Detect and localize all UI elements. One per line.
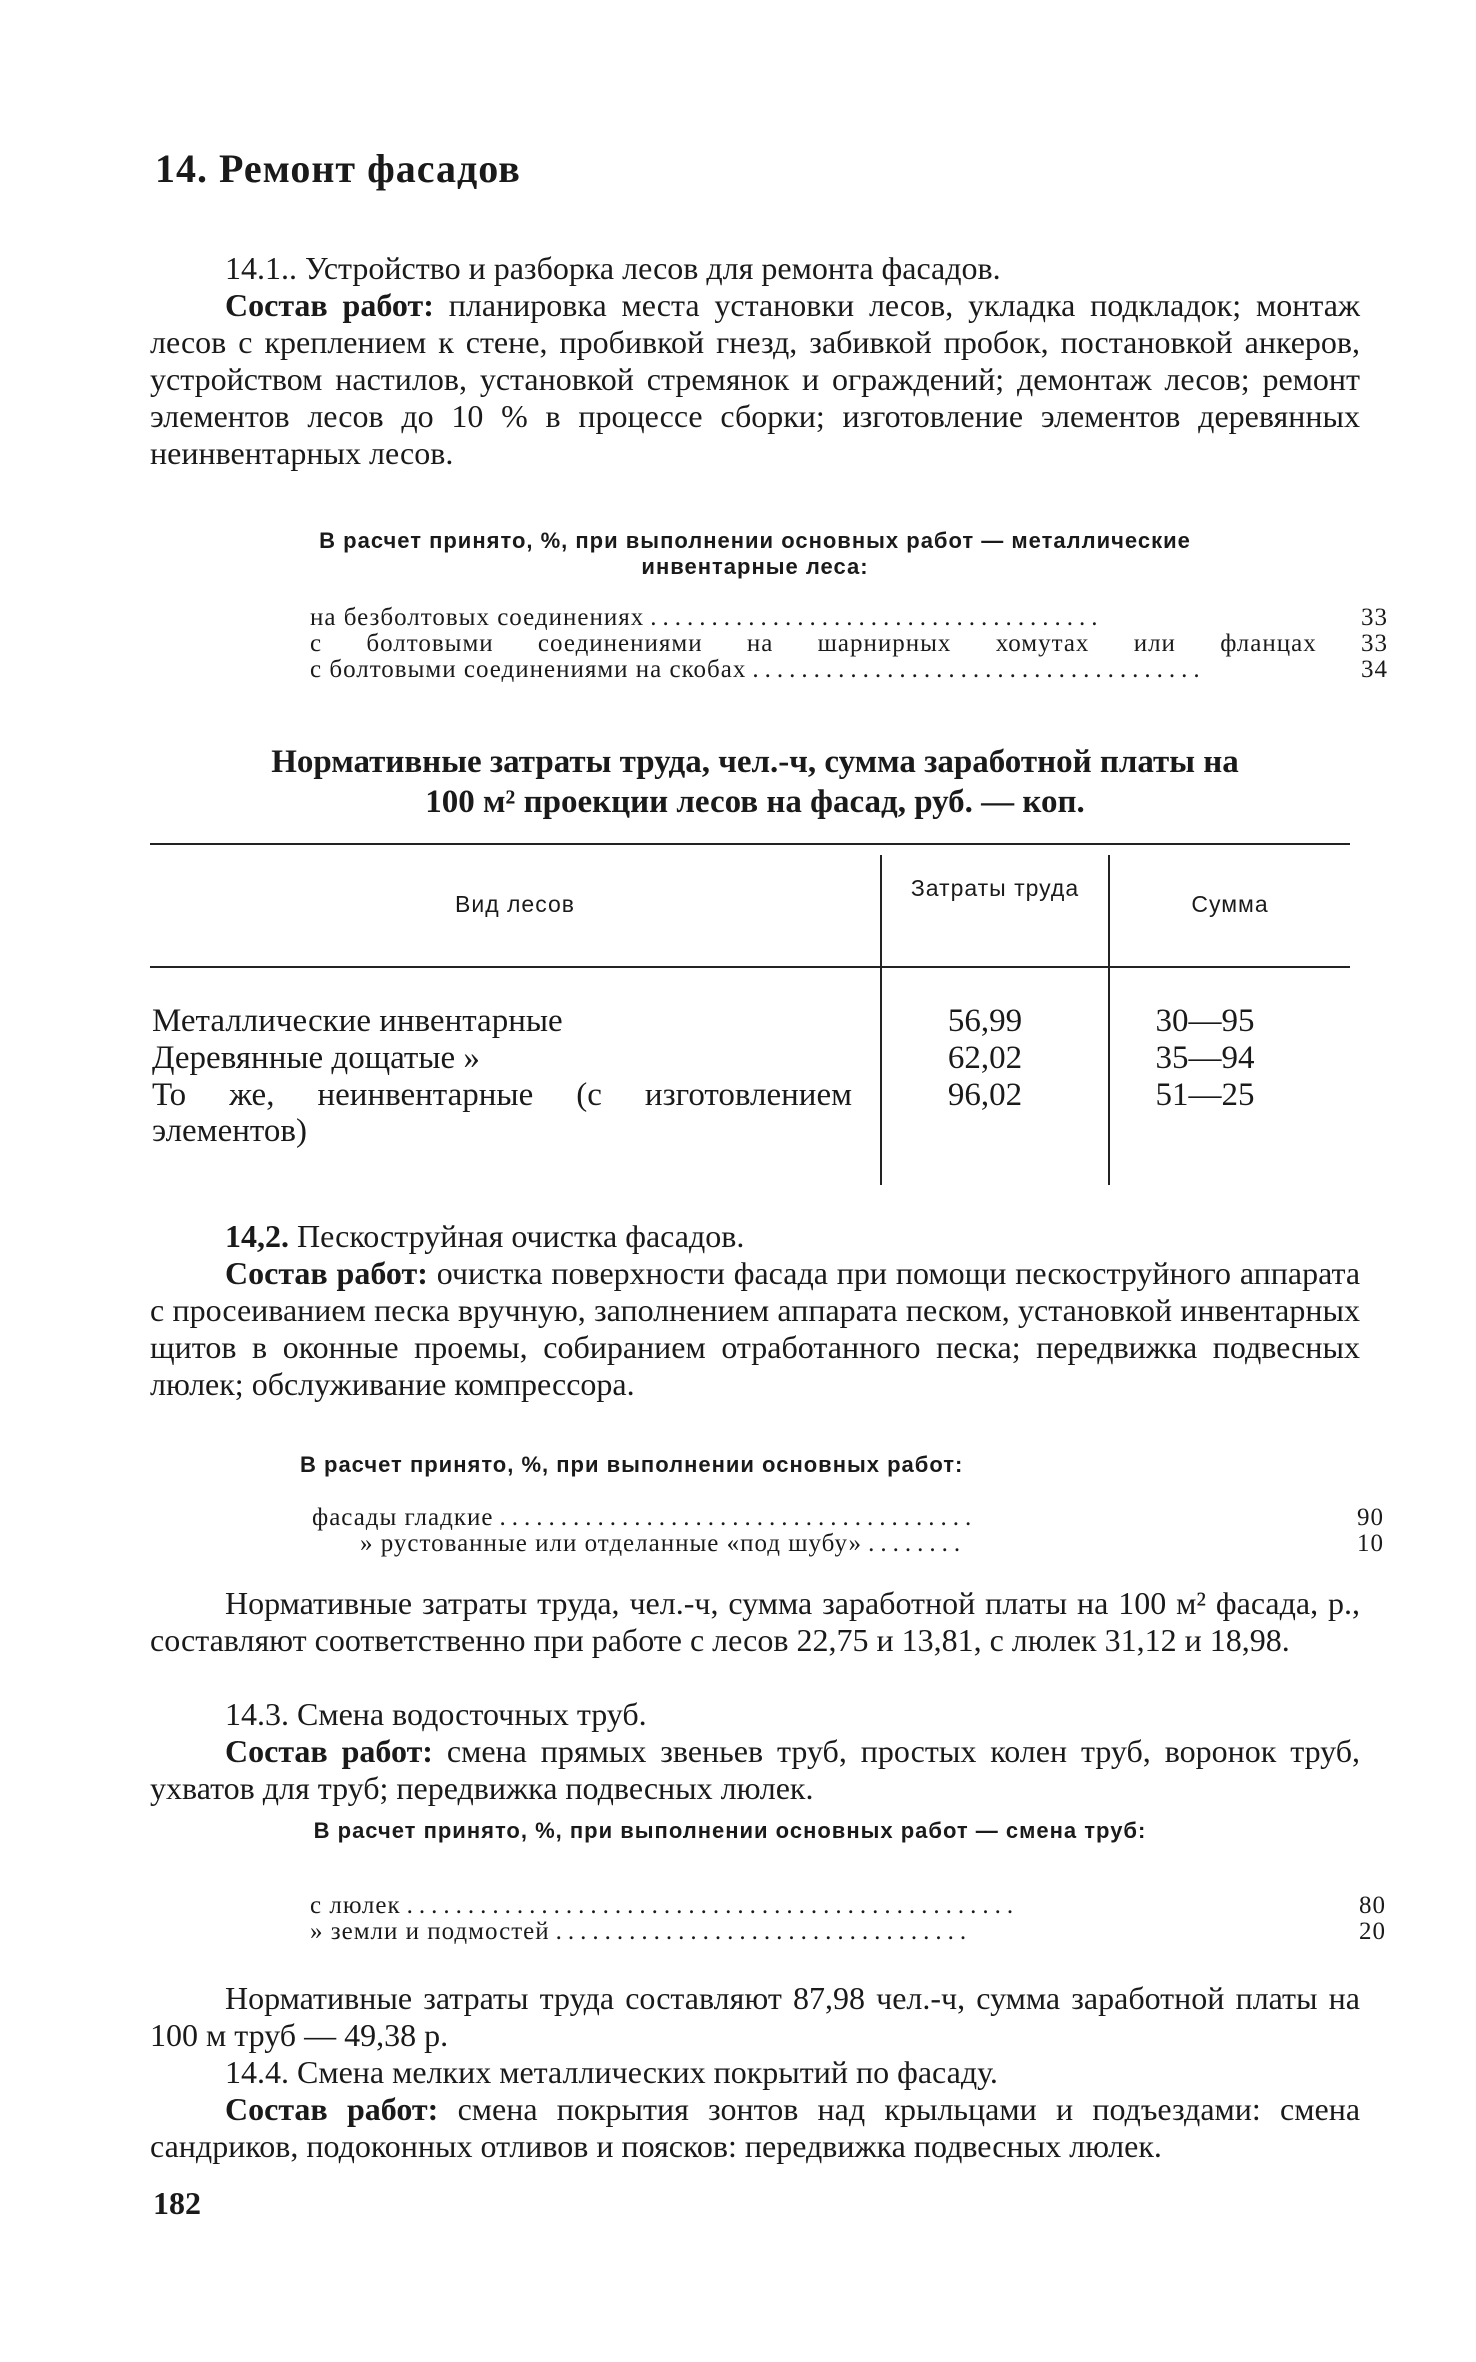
list-item-label: » земли и подмостей <box>310 1918 550 1945</box>
s142-heading-text: Пескоструйная очистка фасадов. <box>297 1218 745 1254</box>
section-title: 14. Ремонт фасадов <box>155 146 521 191</box>
s144-composition-text: смена покрытия зонтов над крыльцами и подъездами: смена сандриков, подоконных отливов и поясков: передвижка подвесных люлек. <box>150 2091 1361 2164</box>
s144-heading: 14.4. Смена мелких металлических покрытий по фасаду. <box>225 2054 998 2090</box>
s142-composition-text: очистка поверхности фасада при помощи пескоструйного аппарата с просеиванием песка вручную, заполнением аппарата песком, установкой инвентарных щитов в оконные проемы, собиранием отработанного песка; передвижка подвесных люлек; обслуживание компрессора. <box>150 1255 1361 1402</box>
list-item: на безболтовых соединениях ..................................... 33 <box>310 604 1388 631</box>
list-item: с люлек .................................................. 80 <box>310 1892 1386 1919</box>
s141-composition-text: планировка места установки лесов, укладка подкладок; монтаж лесов с креплением к стене, пробивкой гнезд, забивкой пробок, постановкой анкеров, устройством настилов, установкой стремянок и ограждений; демонтаж лесов; ремонт элементов лесов до 10 % в процессе сборки; изготовление элементов деревянных неинвентарных лесов. <box>150 287 1361 471</box>
s143-list <box>310 1893 1386 1945</box>
s142-norm <box>150 1585 1360 1659</box>
s143-heading-para <box>150 1696 1360 1733</box>
labor-table <box>150 843 1350 1183</box>
table-cell-labor: 96,02 <box>947 1077 1023 1113</box>
list-item-label: с болтовыми соединениями на скобах <box>310 656 747 683</box>
s141-composition-label: Состав работ: <box>225 287 434 323</box>
list-item-value: 34 <box>1361 656 1388 683</box>
s143-heading: 14.3. Смена водосточных труб. <box>225 1696 647 1732</box>
s141-note: В расчет принято, %, при выполнении основных работ — металлические инвентарные леса: <box>319 528 1191 579</box>
s141-heading: 14.1.. Устройство и разборка лесов для ремонта фасадов. <box>225 250 1001 286</box>
list-item-value: 10 <box>1357 1530 1384 1557</box>
table-cell-sum: 35—94 <box>1155 1040 1255 1076</box>
list-item-label: с люлек <box>310 1892 401 1919</box>
s142-heading-num: 14,2. <box>225 1218 289 1254</box>
table-col-divider <box>880 855 882 1185</box>
s142-note: В расчет принято, %, при выполнении основных работ: <box>300 1452 964 1477</box>
s143-composition-text: смена прямых звеньев труб, простых колен труб, воронок труб, ухватов для труб; передвижка подвесных люлек. <box>150 1733 1361 1806</box>
table-top-rule <box>150 843 1350 845</box>
table-caption-line2: 100 м² проекции лесов на фасад, руб. — коп. <box>425 784 1085 820</box>
page <box>150 0 1389 2362</box>
table-header-kind: Вид лесов <box>455 891 575 917</box>
table-caption <box>150 742 1360 822</box>
s142-list <box>312 1505 1384 1557</box>
list-item <box>310 631 1388 657</box>
s143-norm <box>150 1980 1360 2054</box>
list-item-value: 33 <box>1361 604 1388 631</box>
list-item-value: 80 <box>1359 1892 1386 1919</box>
s142-composition <box>150 1255 1360 1403</box>
s142-heading-para <box>150 1218 1360 1255</box>
table-caption-line1: Нормативные затраты труда, чел.-ч, сумма заработной платы на <box>271 744 1239 780</box>
table-cell-sum: 51—25 <box>1155 1077 1255 1113</box>
s143-composition-label: Состав работ: <box>225 1733 433 1769</box>
list-item-label: на безболтовых соединениях <box>310 604 645 631</box>
page-number: 182 <box>153 2185 201 2221</box>
s141-list <box>310 605 1388 683</box>
s144-composition-label: Состав работ: <box>225 2091 439 2127</box>
list-item: с болтовыми соединениями на скобах ..................................... 34 <box>310 656 1388 683</box>
s142-norm-text: Нормативные затраты труда, чел.-ч, сумма заработной платы на 100 м² фасада, р., составляют соответственно при работе с лесов 22,75 и 13,81, с люлек 31,12 и 18,98. <box>150 1585 1360 1658</box>
table-cell-kind: Металлические инвентарные <box>152 1003 563 1039</box>
list-item-value: 20 <box>1359 1918 1386 1945</box>
s144-composition <box>150 2091 1360 2165</box>
s143-composition <box>150 1733 1360 1807</box>
table-cell-kind: Деревянные дощатые » <box>152 1040 480 1076</box>
table-cell-sum: 30—95 <box>1155 1003 1255 1039</box>
list-item-label: фасады гладкие <box>312 1504 494 1531</box>
s143-note: В расчет принято, %, при выполнении основных работ — смена труб: <box>313 1818 1147 1843</box>
s142-composition-label: Состав работ: <box>225 1255 428 1291</box>
list-item: » земли и подмостей .................................. 20 <box>310 1918 1386 1945</box>
table-header-sum: Сумма <box>1191 891 1269 917</box>
s143-norm-text: Нормативные затраты труда составляют 87,98 чел.-ч, сумма заработной платы на 100 м труб — 49,38 р. <box>150 1980 1360 2053</box>
s144-heading-para <box>150 2054 1360 2091</box>
list-item-label: » рустованные или отделанные «под шубу» <box>360 1530 863 1557</box>
table-header-labor: Затраты труда <box>910 875 1080 901</box>
table-cell-labor: 56,99 <box>947 1003 1023 1039</box>
table-cell-labor: 62,02 <box>947 1040 1023 1076</box>
list-item: » рустованные или отделанные «под шубу» ........ 10 <box>360 1530 1384 1557</box>
list-item-label: с болтовыми соединениями на шарнирных хомутах или фланцах <box>310 630 1317 657</box>
list-item-value: 90 <box>1357 1504 1384 1531</box>
table-cell-kind: То же, неинвентарные (с изготовлением элементов) <box>152 1077 852 1149</box>
list-item-value: 33 <box>1361 630 1389 657</box>
s141-composition <box>150 287 1360 472</box>
list-item: фасады гладкие ....................................... 90 <box>312 1504 1384 1531</box>
table-header-rule <box>150 966 1350 968</box>
s141-heading-para <box>150 250 1360 287</box>
